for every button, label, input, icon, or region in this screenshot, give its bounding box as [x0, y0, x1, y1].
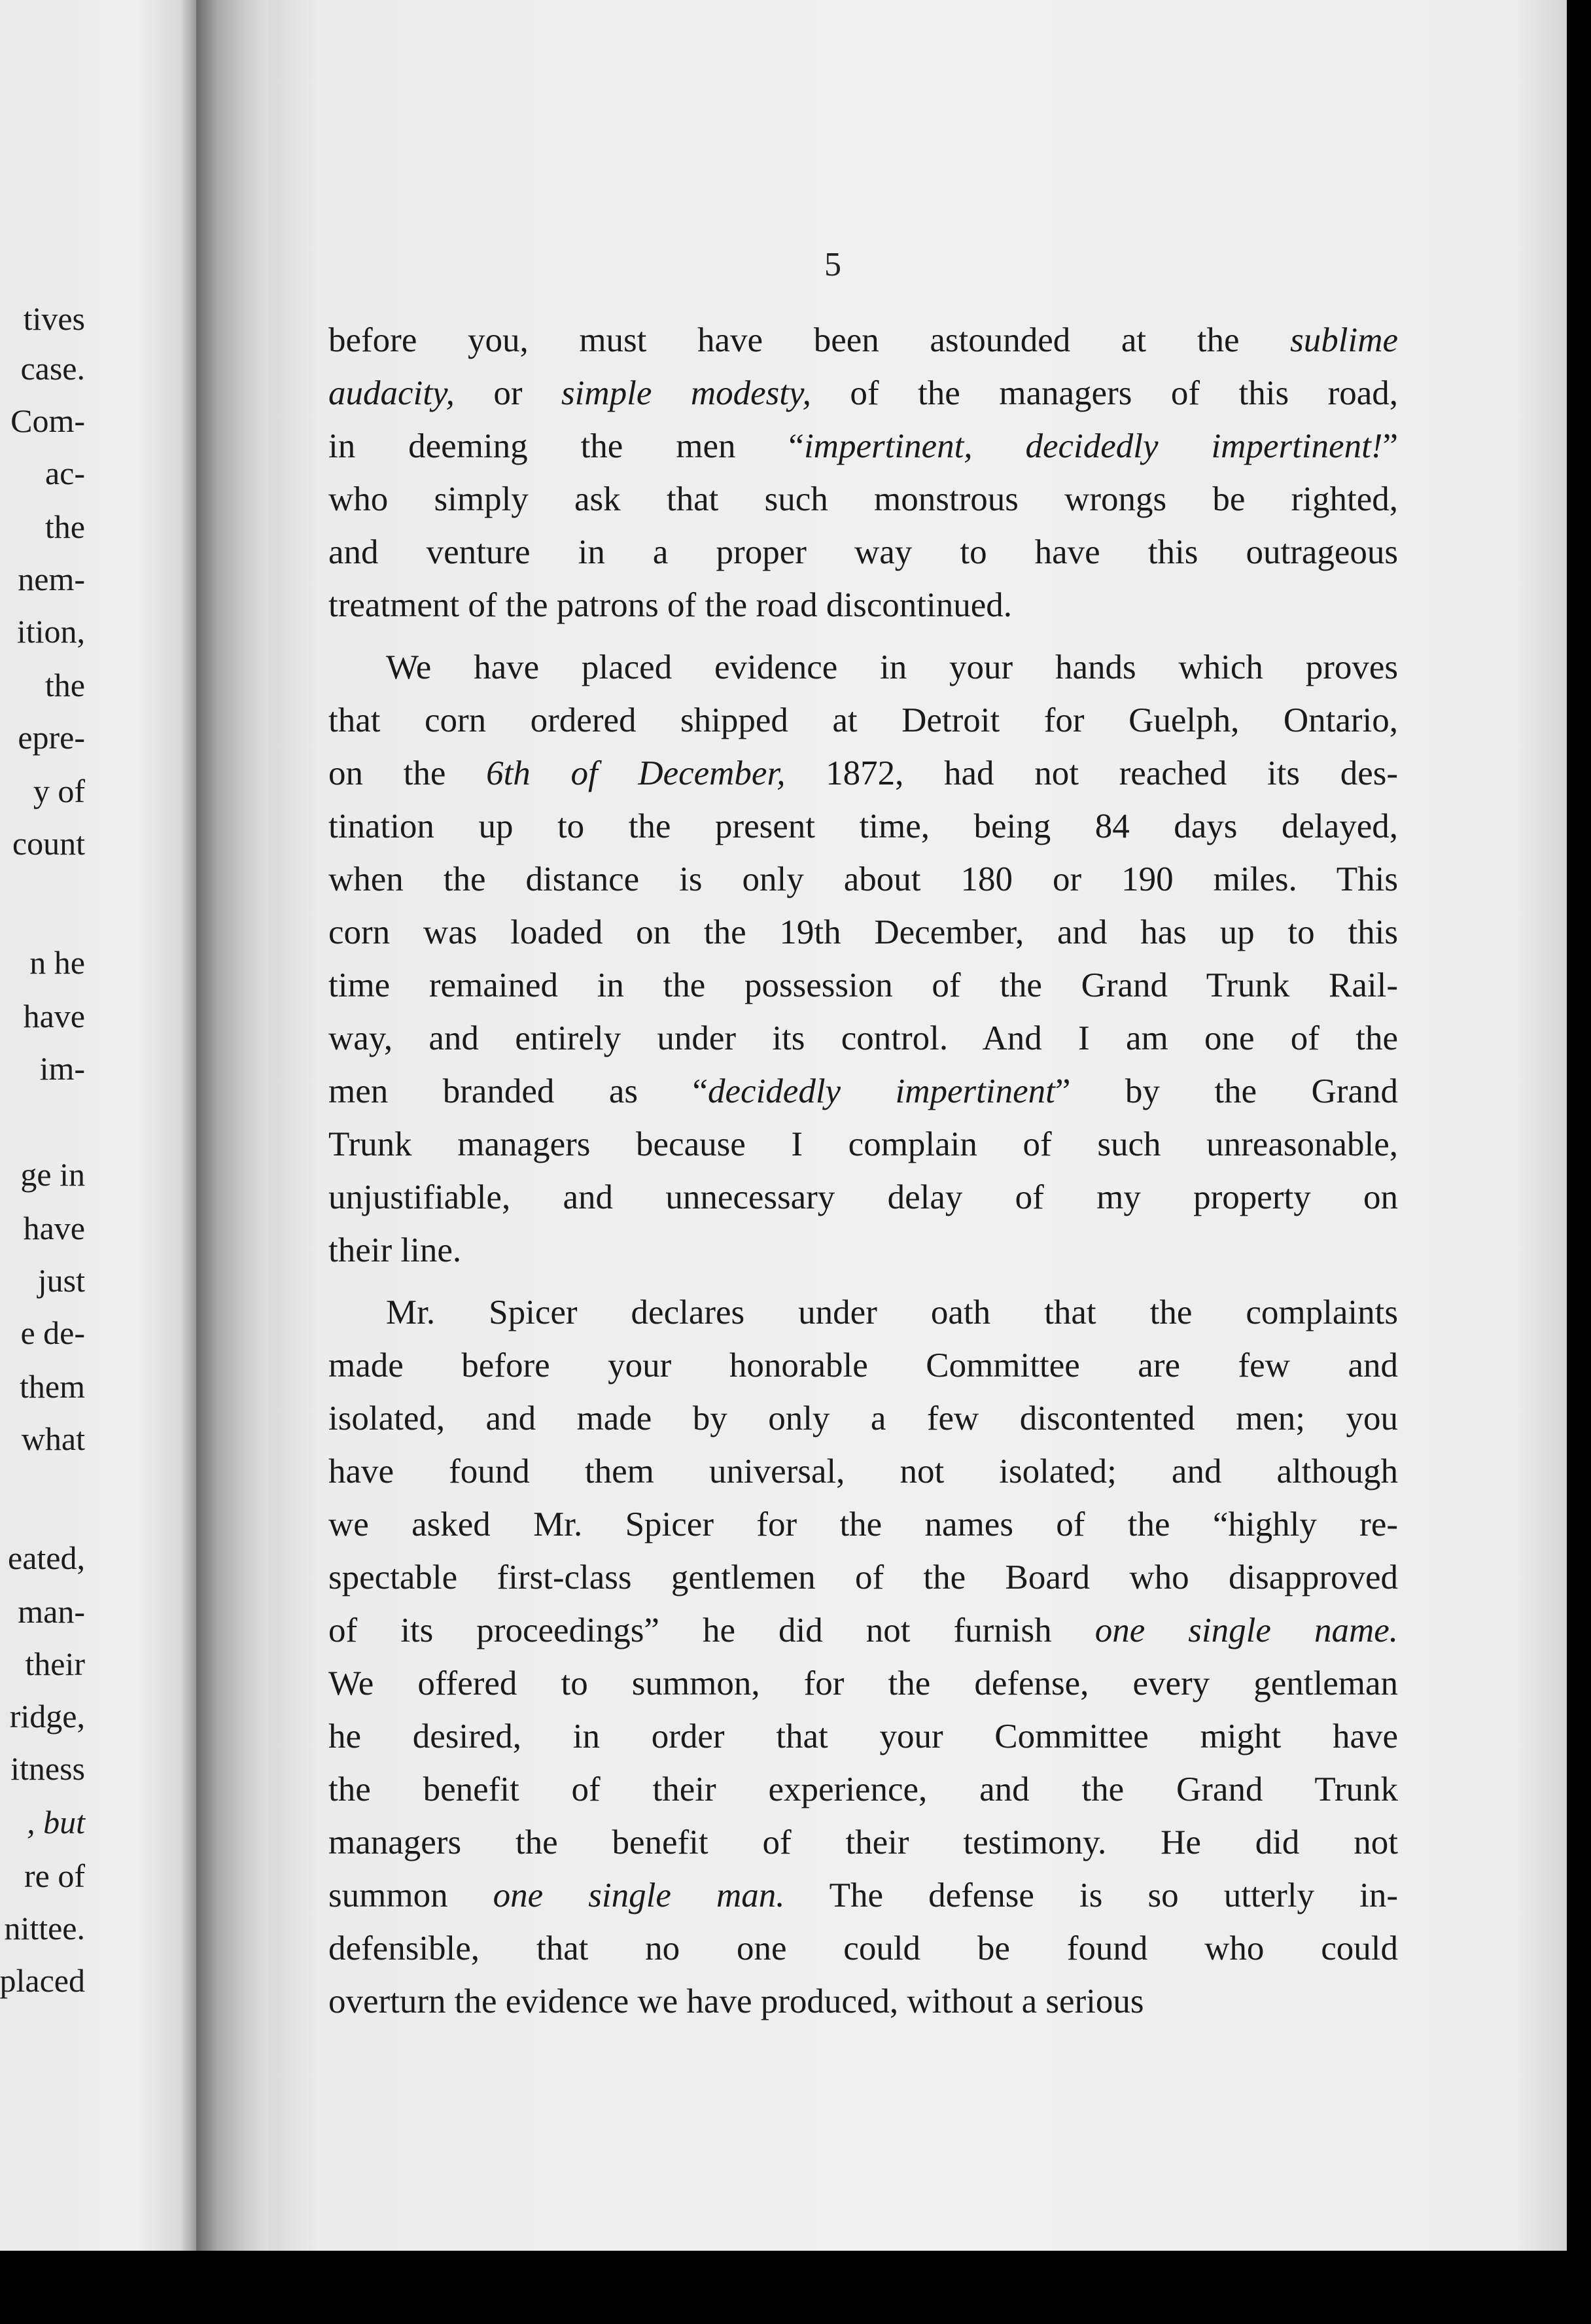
text-line: way, and entirely under its control. And I am one of the: [328, 1019, 1398, 1057]
text-line: We offered to summon, for the defense, every gentleman: [328, 1664, 1398, 1702]
text-line: and venture in a proper way to have this outrageous: [328, 533, 1398, 571]
text-line: their line.: [328, 1231, 462, 1269]
text-line: on the 6th of December, 1872, had not reached its des-: [328, 754, 1398, 792]
text-line: We have placed evidence in your hands which proves: [386, 648, 1398, 686]
left-page-text-fragment: the: [44, 667, 85, 703]
left-page-text-fragment: im-: [39, 1050, 85, 1087]
left-page-text-fragment: eated,: [8, 1540, 85, 1576]
left-page-text-fragment: , but: [27, 1804, 85, 1840]
left-page-text-fragment: nem-: [18, 561, 85, 597]
text-line: made before your honorable Committee are few and: [328, 1347, 1398, 1384]
scan-bottom-border: [0, 2251, 1591, 2324]
paragraph-gap: [328, 1277, 1398, 1286]
left-page-text-fragment: man-: [18, 1593, 85, 1630]
left-page-text-fragment: epre-: [18, 719, 85, 756]
text-line: we asked Mr. Spicer for the names of the “highly re-: [328, 1505, 1398, 1543]
left-page-text-fragment: their: [25, 1646, 85, 1682]
text-line: overturn the evidence we have produced, without a serious: [328, 1982, 1144, 2020]
left-page-text-fragment: nittee.: [4, 1910, 85, 1946]
text-line: the benefit of their experience, and the Grand Trunk: [328, 1770, 1398, 1808]
text-line: that corn ordered shipped at Detroit for Guelph, Ontario,: [328, 701, 1398, 739]
left-page-text-fragment: e de-: [20, 1314, 85, 1351]
text-line: spectable first-class gentlemen of the Board who disapproved: [328, 1558, 1398, 1596]
left-page-text-fragment: Com-: [10, 402, 85, 439]
paragraph-gap: [328, 632, 1398, 641]
text-line: isolated, and made by only a few discontented men; you: [328, 1400, 1398, 1437]
text-line: treatment of the patrons of the road discontinued.: [328, 586, 1012, 624]
left-page-text-fragment: ac-: [44, 455, 85, 491]
text-line: defensible, that no one could be found who could: [328, 1929, 1398, 1967]
left-page-text-fragment: have: [23, 1210, 85, 1246]
text-line: audacity, or simple modesty, of the managers of this road,: [328, 374, 1399, 412]
left-page-text-fragment: count: [12, 825, 85, 862]
text-line: Trunk managers because I complain of such unreasonable,: [328, 1125, 1398, 1163]
text-line: corn was loaded on the 19th December, and has up to this: [328, 913, 1398, 951]
text-line: when the distance is only about 180 or 190 miles. This: [328, 860, 1398, 898]
left-page-text-fragment: them: [20, 1368, 85, 1405]
left-page-fragment: [0, 0, 196, 2251]
main-page: [268, 0, 1567, 2251]
left-page-text-fragment: have: [23, 998, 85, 1034]
left-page-text-fragment: n he: [29, 944, 85, 981]
text-line: in deeming the men “impertinent, decidedly impertinent!”: [328, 427, 1398, 465]
left-page-text-fragment: just: [37, 1262, 85, 1299]
left-page-text-fragment: placed: [0, 1962, 85, 1999]
text-line: summon one single man. The defense is so utterly in-: [328, 1876, 1398, 1914]
text-line: who simply ask that such monstrous wrongs be righted,: [328, 480, 1398, 518]
left-page-text-fragment: itness: [10, 1750, 85, 1787]
left-page-text-fragment: tives: [23, 300, 85, 337]
left-page-text-fragment: ge in: [20, 1156, 85, 1193]
left-page-text-fragment: case.: [20, 350, 85, 387]
text-line: time remained in the possession of the Grand Trunk Rail-: [328, 966, 1398, 1004]
text-line: have found them universal, not isolated; and although: [328, 1452, 1398, 1490]
left-page-text-fragment: re of: [24, 1857, 85, 1894]
text-line: Mr. Spicer declares under oath that the complaints: [386, 1294, 1398, 1331]
text-line: unjustifiable, and unnecessary delay of my property on: [328, 1178, 1398, 1216]
text-line: before you, must have been astounded at the sublime: [328, 321, 1398, 359]
left-page-text-fragment: the: [44, 508, 85, 545]
page-number: 5: [824, 246, 841, 283]
text-line: of its proceedings” he did not furnish one single name.: [328, 1611, 1398, 1649]
left-page-text-fragment: ridge,: [9, 1698, 85, 1734]
body-text: [328, 314, 1398, 2028]
left-page-text-fragment: y of: [33, 773, 85, 809]
text-line: tination up to the present time, being 84 days delayed,: [328, 807, 1398, 845]
left-page-text-fragment: what: [21, 1420, 85, 1457]
left-page-text-fragment: ition,: [16, 613, 85, 650]
text-line: he desired, in order that your Committee might have: [328, 1717, 1398, 1755]
text-line: men branded as “decidedly impertinent” by the Grand: [328, 1072, 1398, 1110]
text-line: managers the benefit of their testimony. He did not: [328, 1823, 1398, 1861]
